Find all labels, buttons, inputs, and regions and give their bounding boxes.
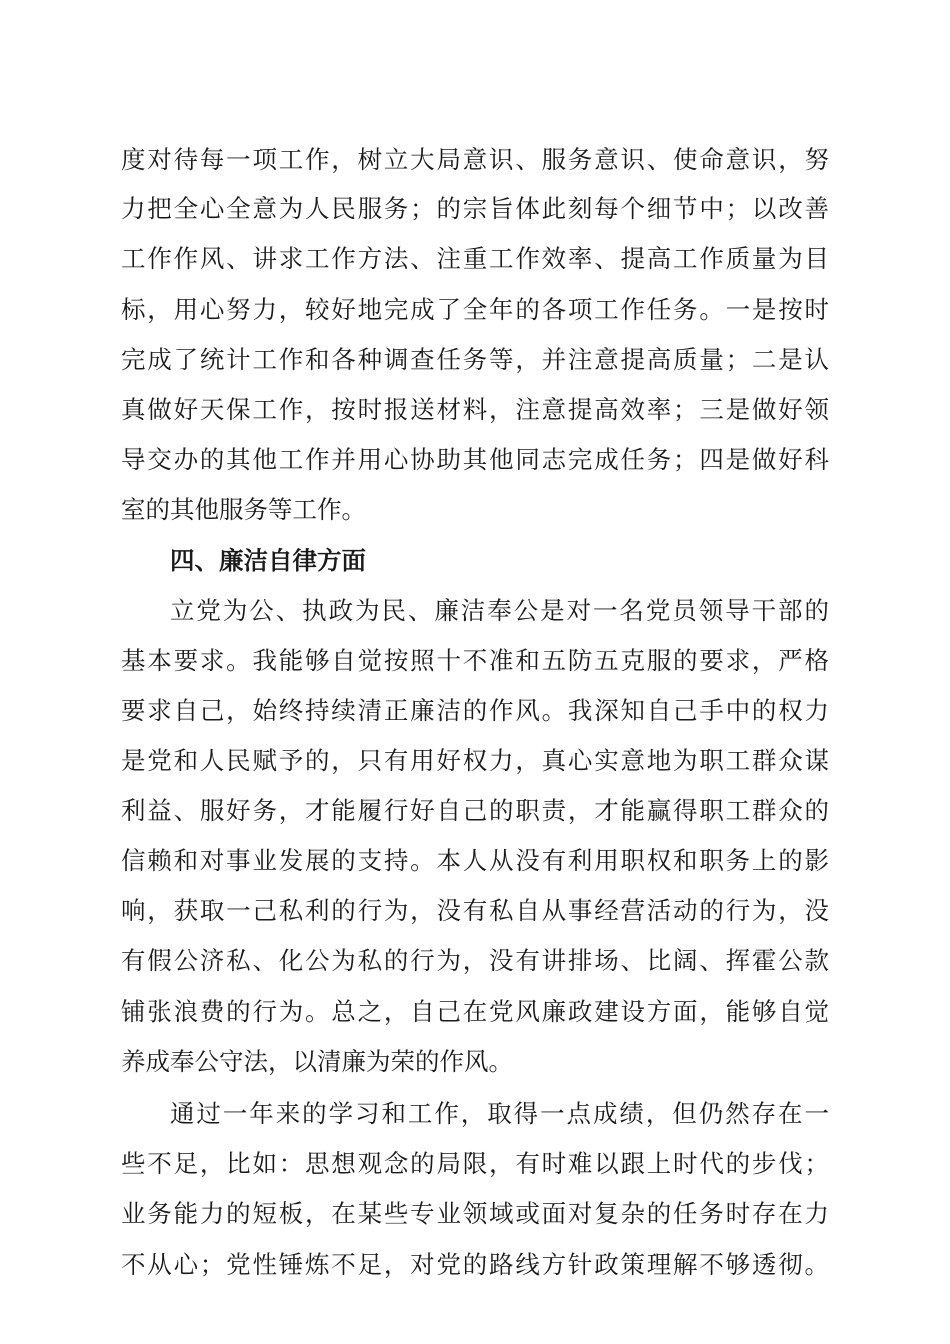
text-line: 导交办的其他工作并用心协助其他同志完成任务；四是做好科 — [121, 445, 829, 474]
text-line: 要求自己，始终持续清正廉洁的作风。我深知自己手中的权力 — [121, 696, 829, 725]
text-line: 基本要求。我能够自觉按照十不准和五防五克服的要求，严格 — [121, 646, 829, 675]
text-line: 是党和人民赋予的，只有用好权力，真心实意地为职工群众谋 — [121, 746, 829, 775]
text-line: 度对待每一项工作，树立大局意识、服务意识、使命意识，努 — [121, 145, 829, 174]
text-line: 些不足，比如：思想观念的局限，有时难以跟上时代的步伐； — [121, 1149, 829, 1178]
text-line: 养成奉公守法，以清廉为荣的作风。 — [121, 1047, 513, 1076]
text-line: 通过一年来的学习和工作，取得一点成绩，但仍然存在一 — [170, 1099, 829, 1128]
text-line: 响，获取一己私利的行为，没有私自从事经营活动的行为，没 — [121, 896, 829, 925]
text-line: 利益、服好务，才能履行好自己的职责，才能赢得职工群众的 — [121, 796, 829, 825]
text-line: 不从心；党性锤炼不足，对党的路线方针政策理解不够透彻。 — [121, 1250, 829, 1279]
text-line: 信赖和对事业发展的支持。本人从没有利用职权和职务上的影 — [121, 846, 829, 875]
text-line: 立党为公、执政为民、廉洁奉公是对一名党员领导干部的 — [170, 596, 829, 625]
text-line: 标，用心努力，较好地完成了全年的各项工作任务。一是按时 — [121, 295, 829, 324]
text-line: 铺张浪费的行为。总之，自己在党风廉政建设方面，能够自觉 — [121, 997, 829, 1026]
text-line: 真做好天保工作，按时报送材料，注意提高效率；三是做好领 — [121, 395, 829, 424]
text-line: 工作作风、讲求工作方法、注重工作效率、提高工作质量为目 — [121, 244, 829, 273]
text-line: 完成了统计工作和各种调查任务等，并注意提高质量；二是认 — [121, 345, 829, 374]
text-line: 业务能力的短板，在某些专业领域或面对复杂的任务时存在力 — [121, 1199, 829, 1228]
text-line: 室的其他服务等工作。 — [121, 495, 366, 524]
section-heading: 四、廉洁自律方面 — [170, 546, 366, 575]
text-line: 有假公济私、化公为私的行为，没有讲排场、比阔、挥霍公款 — [121, 946, 829, 975]
text-line: 力把全心全意为人民服务；的宗旨体此刻每个细节中；以改善 — [121, 194, 829, 223]
